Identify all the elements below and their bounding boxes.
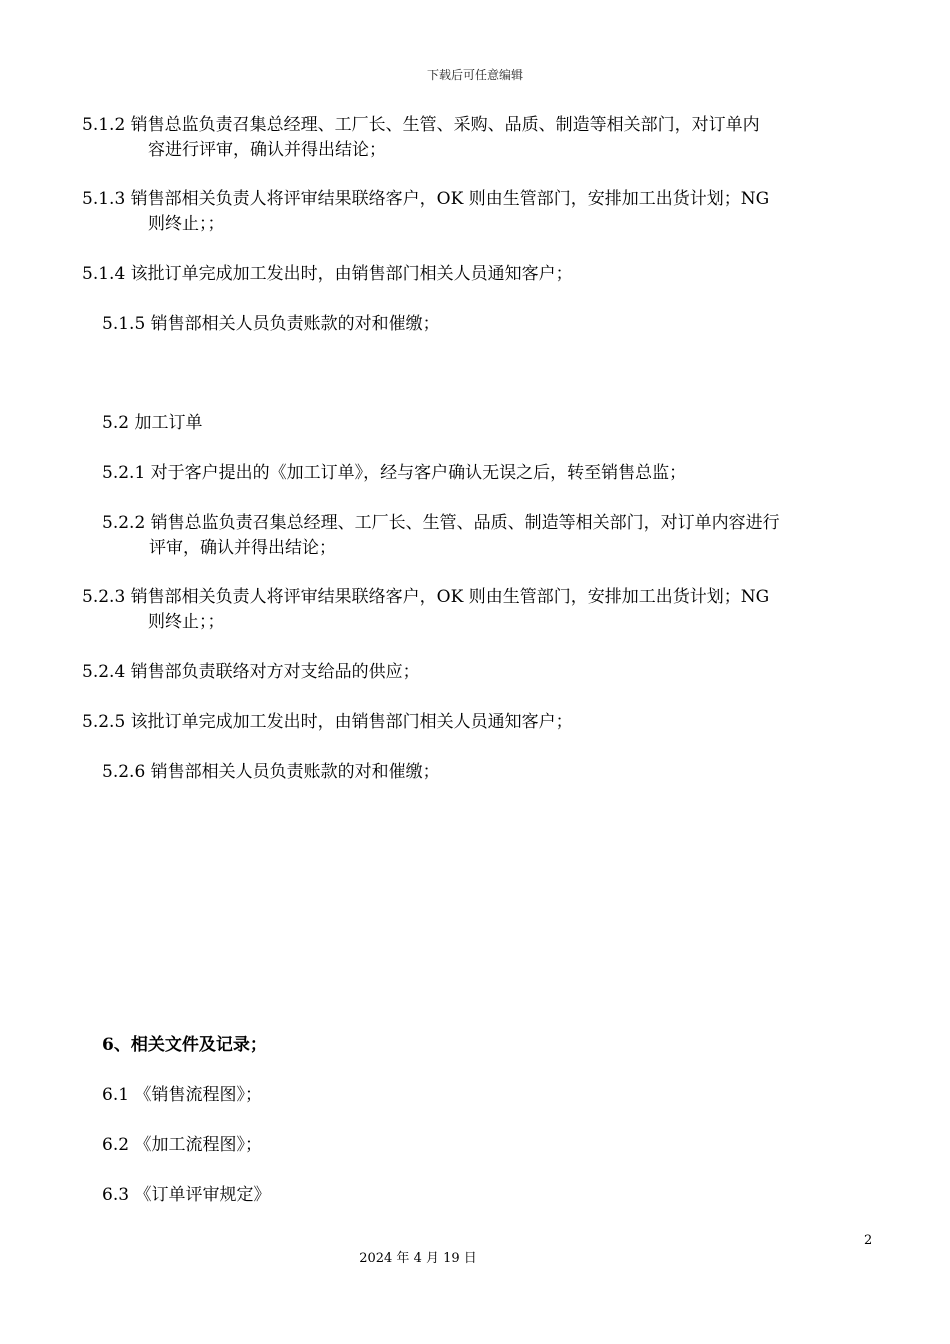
section-heading-6 [102, 1033, 892, 1058]
paragraph-line: 5.2.3 销售部相关负责人将评审结果联络客户，OK 则由生管部门，安排加工出货计划；NG [82, 587, 770, 607]
section-heading-5-2 [102, 411, 892, 436]
paragraph-line: 容进行评审，确认并得出结论； [148, 140, 386, 160]
paragraph-line: 6.1 《销售流程图》； [102, 1085, 262, 1105]
paragraph-line: 5.2.2 销售总监负责召集总经理、工厂长、生管、品质、制造等相关部门，对订单内容进行 [102, 513, 780, 533]
paragraph-5-1-5 [102, 312, 892, 337]
paragraph-line: 5.2 加工订单 [102, 413, 203, 433]
paragraph-line: 5.1.4 该批订单完成加工发出时，由销售部门相关人员通知客户； [82, 264, 573, 284]
paragraph-5-2-5 [82, 710, 872, 735]
page-number: 2 [864, 1233, 873, 1248]
paragraph-line: 5.2.5 该批订单完成加工发出时，由销售部门相关人员通知客户； [82, 712, 573, 732]
list-item-6-1 [102, 1083, 892, 1108]
page-header: 下载后可任意编辑 [426, 68, 523, 82]
paragraph-5-1-2 [82, 113, 872, 163]
paragraph-5-1-3 [82, 187, 872, 237]
paragraph-5-2-3 [82, 585, 872, 635]
paragraph-line: 6、相关文件及记录； [102, 1035, 267, 1055]
paragraph-line: 则终止；； [148, 214, 225, 234]
paragraph-line: 5.2.6 销售部相关人员负责账款的对和催缴； [102, 762, 440, 782]
paragraph-line: 5.2.4 销售部负责联络对方对支给品的供应； [82, 662, 420, 682]
paragraph-5-2-6 [102, 760, 892, 785]
paragraph-line: 则终止；； [148, 612, 225, 632]
paragraph-line: 6.2 《加工流程图》； [102, 1135, 262, 1155]
paragraph-line: 5.1.2 销售总监负责召集总经理、工厂长、生管、采购、品质、制造等相关部门，对订单内 [82, 115, 760, 135]
footer-date: 2024 年 4 月 19 日 [359, 1251, 477, 1266]
list-item-6-3 [102, 1183, 892, 1208]
list-item-6-2 [102, 1133, 892, 1158]
paragraph-line: 5.1.3 销售部相关负责人将评审结果联络客户，OK 则由生管部门，安排加工出货计划；NG [82, 189, 770, 209]
paragraph-line: 6.3 《订单评审规定》 [102, 1185, 271, 1205]
paragraph-5-1-4 [82, 262, 872, 287]
paragraph-5-2-2 [102, 511, 892, 561]
paragraph-5-2-4 [82, 660, 872, 685]
paragraph-line: 5.1.5 销售部相关人员负责账款的对和催缴； [102, 314, 440, 334]
paragraph-line: 评审，确认并得出结论； [149, 538, 336, 558]
paragraph-5-2-1 [102, 461, 892, 486]
paragraph-line: 5.2.1 对于客户提出的《加工订单》，经与客户确认无误之后，转至销售总监； [102, 463, 687, 483]
